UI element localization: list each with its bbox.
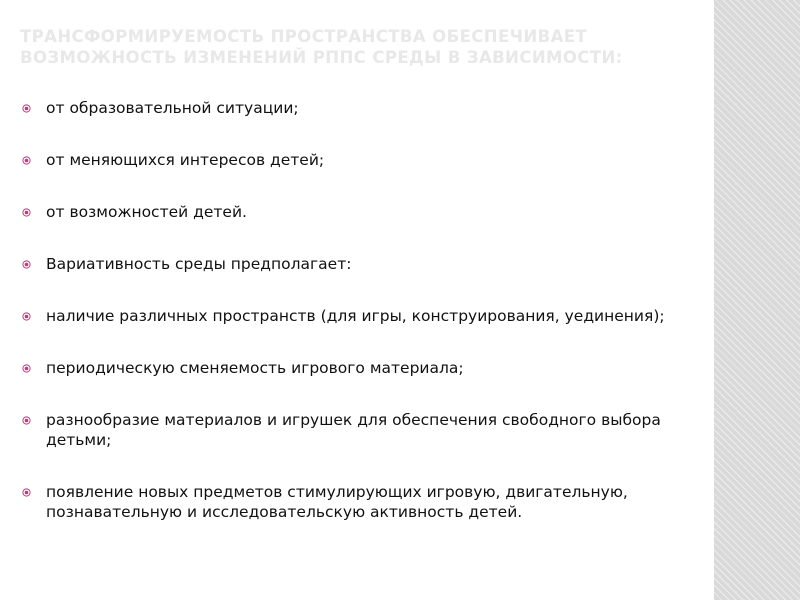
list-item-text: Вариативность среды предполагает: (46, 255, 352, 273)
list-item-text: от возможностей детей. (46, 203, 247, 221)
slide-title-line-2: ВОЗМОЖНОСТЬ ИЗМЕНЕНИЙ РППС СРЕДЫ В ЗАВИСИМОСТИ: (20, 48, 623, 67)
list-item-text: наличие различных пространств (для игры, конструирования, уединения); (46, 307, 665, 325)
list-item-text: от образовательной ситуации; (46, 99, 299, 117)
circle-bullet-icon (22, 488, 31, 497)
decorative-side-strip (714, 0, 800, 600)
list-item (22, 358, 682, 378)
list-item (22, 306, 682, 326)
circle-bullet-icon (22, 416, 31, 425)
list-item-text: появление новых предметов стимулирующих игровую, двигательную, познавательную и исследовательскую активность детей. (46, 483, 628, 521)
list-item-text: периодическую сменяемость игрового материала; (46, 359, 464, 377)
list-item (22, 254, 682, 274)
list-item (22, 482, 682, 522)
slide-title (20, 26, 700, 68)
slide-title-line-1: ТРАНСФОРМИРУЕМОСТЬ ПРОСТРАНСТВА ОБЕСПЕЧИВАЕТ (20, 27, 588, 46)
circle-bullet-icon (22, 156, 31, 165)
circle-bullet-icon (22, 364, 31, 373)
list-item (22, 202, 682, 222)
list-item-text: разнообразие материалов и игрушек для обеспечения свободного выбора детьми; (46, 411, 661, 449)
circle-bullet-icon (22, 208, 31, 217)
list-item (22, 150, 682, 170)
circle-bullet-icon (22, 312, 31, 321)
list-item (22, 410, 682, 450)
bullet-list (22, 98, 682, 522)
list-item (22, 98, 682, 118)
list-item-text: от меняющихся интересов детей; (46, 151, 325, 169)
circle-bullet-icon (22, 104, 31, 113)
circle-bullet-icon (22, 260, 31, 269)
